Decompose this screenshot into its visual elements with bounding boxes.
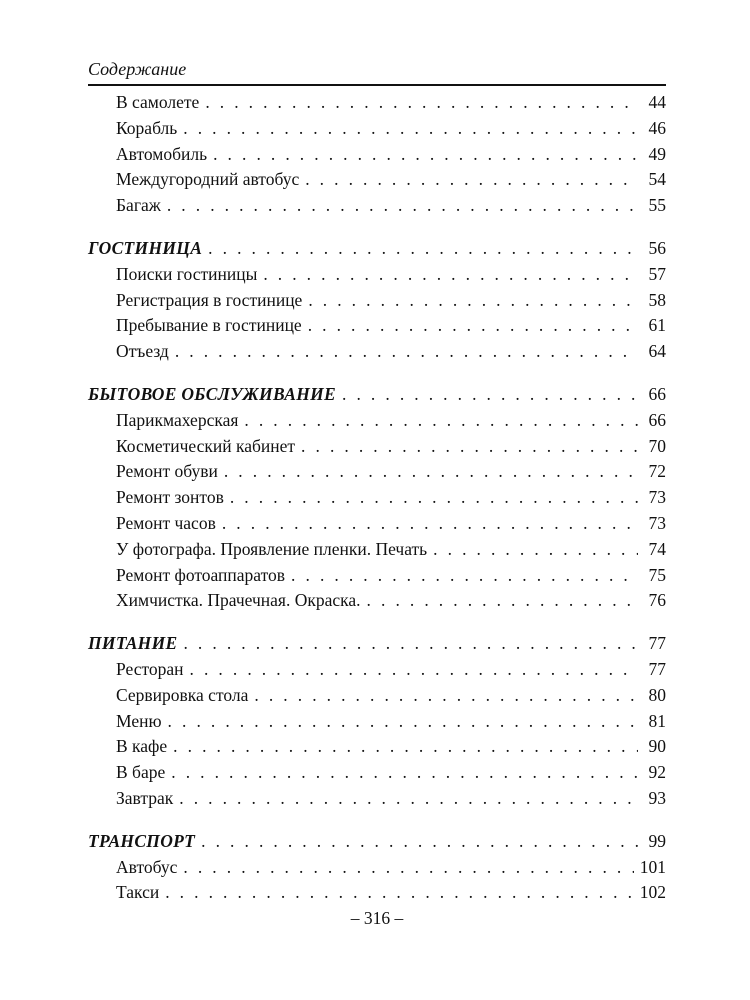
dot-leader	[301, 434, 638, 460]
toc-section-hotel	[88, 236, 666, 365]
toc-entry[interactable]	[88, 537, 666, 563]
toc-entry[interactable]	[88, 142, 666, 168]
toc-entry-page: 66	[648, 409, 666, 430]
toc-entry-page: 44	[648, 92, 666, 112]
toc-entry[interactable]	[88, 734, 666, 760]
toc-entry-page: 76	[648, 590, 666, 611]
toc-chapter-page: 66	[648, 383, 666, 404]
toc-entry[interactable]	[88, 339, 666, 365]
page-number: – 316 –	[350, 908, 404, 928]
toc-entry[interactable]	[88, 709, 666, 735]
dot-leader	[254, 683, 638, 709]
dot-leader	[205, 90, 638, 116]
toc-entry-page: 55	[648, 195, 666, 216]
toc-entry[interactable]	[88, 511, 666, 537]
running-head	[88, 58, 666, 86]
toc-entry[interactable]	[88, 313, 666, 339]
dot-leader	[165, 880, 634, 906]
toc-entry-title: Багаж	[116, 195, 161, 216]
dot-leader	[308, 288, 638, 314]
toc-entry-page: 80	[648, 684, 666, 705]
toc-chapter-title: ГОСТИНИЦА	[88, 237, 203, 258]
toc-entry[interactable]	[88, 563, 666, 589]
toc-chapter-page: 56	[648, 237, 666, 258]
toc-entry-title: Ресторан	[116, 658, 184, 679]
document-page	[88, 0, 666, 1000]
dot-leader	[173, 734, 638, 760]
toc-entry-page: 57	[648, 263, 666, 284]
running-head-title: Содержание	[88, 59, 187, 79]
dot-leader	[190, 657, 638, 683]
dot-leader	[183, 631, 638, 657]
toc-entry-page: 54	[648, 169, 666, 190]
dot-leader	[208, 236, 638, 262]
toc-entry-page: 73	[648, 487, 666, 508]
dot-leader	[201, 829, 638, 855]
toc-entry[interactable]	[88, 167, 666, 193]
dot-leader	[213, 142, 638, 168]
toc-entry-title: Пребывание в гостинице	[116, 315, 302, 336]
toc-entry-title: Такси	[116, 882, 160, 903]
dot-leader	[230, 485, 638, 511]
dot-leader	[175, 339, 638, 365]
toc-entry[interactable]	[88, 288, 666, 314]
toc-entry-title: Косметический кабинет	[116, 435, 296, 456]
toc-entry-title: Ремонт часов	[116, 512, 216, 533]
toc-section-transport	[88, 829, 666, 906]
toc-entry[interactable]	[88, 485, 666, 511]
table-of-contents	[88, 90, 666, 923]
toc-entry-page: 73	[648, 512, 666, 533]
toc-entry-title: Автомобиль	[116, 143, 208, 164]
toc-entry[interactable]	[88, 657, 666, 683]
toc-entry[interactable]	[88, 880, 666, 906]
toc-chapter-title: ТРАНСПОРТ	[88, 830, 196, 851]
toc-entry[interactable]	[88, 434, 666, 460]
toc-entry-page: 101	[639, 856, 666, 877]
toc-section-services	[88, 382, 666, 614]
toc-entry-page: 102	[639, 882, 666, 903]
toc-entry-page: 75	[648, 564, 666, 585]
toc-entry-page: 70	[648, 435, 666, 456]
toc-entry-page: 93	[648, 787, 666, 808]
toc-entry-title: В кафе	[116, 736, 168, 757]
dot-leader	[342, 382, 638, 408]
toc-entry-page: 72	[648, 461, 666, 482]
toc-entry-title: Ремонт фотоаппаратов	[116, 564, 286, 585]
toc-entry-title: В самолете	[116, 92, 200, 112]
toc-chapter-title: БЫТОВОЕ ОБСЛУЖИВАНИЕ	[88, 383, 337, 404]
toc-entry-page: 46	[648, 117, 666, 138]
toc-entry-title: Химчистка. Прачечная. Окраска.	[116, 590, 361, 611]
toc-chapter-heading[interactable]	[88, 631, 666, 657]
toc-entry-title: Ремонт зонтов	[116, 487, 224, 508]
toc-entry-title: Поиски гостиницы	[116, 263, 258, 284]
toc-entry[interactable]	[88, 855, 666, 881]
dot-leader	[433, 537, 638, 563]
toc-entry-title: Отъезд	[116, 341, 169, 362]
toc-entry-title: Парикмахерская	[116, 409, 239, 430]
toc-entry[interactable]	[88, 459, 666, 485]
toc-entry-page: 58	[648, 289, 666, 310]
toc-chapter-heading[interactable]	[88, 382, 666, 408]
toc-entry-title: Меню	[116, 710, 162, 731]
toc-entry[interactable]	[88, 760, 666, 786]
toc-entry-page: 64	[648, 341, 666, 362]
toc-entry[interactable]	[88, 262, 666, 288]
toc-entry[interactable]	[88, 683, 666, 709]
toc-entry-page: 74	[648, 538, 666, 559]
toc-entry-title: У фотографа. Проявление пленки. Печать	[116, 538, 428, 559]
dot-leader	[308, 313, 638, 339]
dot-leader	[167, 193, 638, 219]
toc-entry[interactable]	[88, 90, 666, 116]
dot-leader	[367, 588, 638, 614]
toc-entry[interactable]	[88, 408, 666, 434]
toc-section	[88, 90, 666, 219]
toc-section-food	[88, 631, 666, 812]
toc-entry[interactable]	[88, 786, 666, 812]
dot-leader	[171, 760, 638, 786]
toc-chapter-page: 77	[648, 633, 666, 654]
toc-entry-title: Сервировка стола	[116, 684, 249, 705]
dot-leader	[179, 786, 638, 812]
dot-leader	[305, 167, 638, 193]
dot-leader	[183, 116, 638, 142]
toc-chapter-page: 99	[648, 830, 666, 851]
toc-chapter-title: ПИТАНИЕ	[88, 633, 178, 654]
toc-entry-page: 90	[648, 736, 666, 757]
toc-chapter-heading[interactable]	[88, 236, 666, 262]
toc-entry-title: В баре	[116, 762, 166, 783]
toc-entry-page: 61	[648, 315, 666, 336]
dot-leader	[244, 408, 638, 434]
toc-entry-page: 92	[648, 762, 666, 783]
dot-leader	[224, 459, 638, 485]
dot-leader	[168, 709, 638, 735]
dot-leader	[263, 262, 638, 288]
toc-entry-title: Корабль	[116, 117, 178, 138]
toc-entry-title: Ремонт обуви	[116, 461, 218, 482]
toc-entry-page: 81	[648, 710, 666, 731]
toc-entry-title: Регистрация в гостинице	[116, 289, 303, 310]
toc-entry-page: 49	[648, 143, 666, 164]
toc-entry-title: Автобус	[116, 856, 178, 877]
dot-leader	[222, 511, 638, 537]
dot-leader	[183, 855, 633, 881]
toc-entry[interactable]	[88, 116, 666, 142]
toc-entry-title: Междугородний автобус	[116, 169, 300, 190]
toc-entry[interactable]	[88, 193, 666, 219]
dot-leader	[291, 563, 638, 589]
toc-entry[interactable]	[88, 588, 666, 614]
toc-entry-page: 77	[648, 658, 666, 679]
toc-entry-title: Завтрак	[116, 787, 174, 808]
toc-chapter-heading[interactable]	[88, 829, 666, 855]
